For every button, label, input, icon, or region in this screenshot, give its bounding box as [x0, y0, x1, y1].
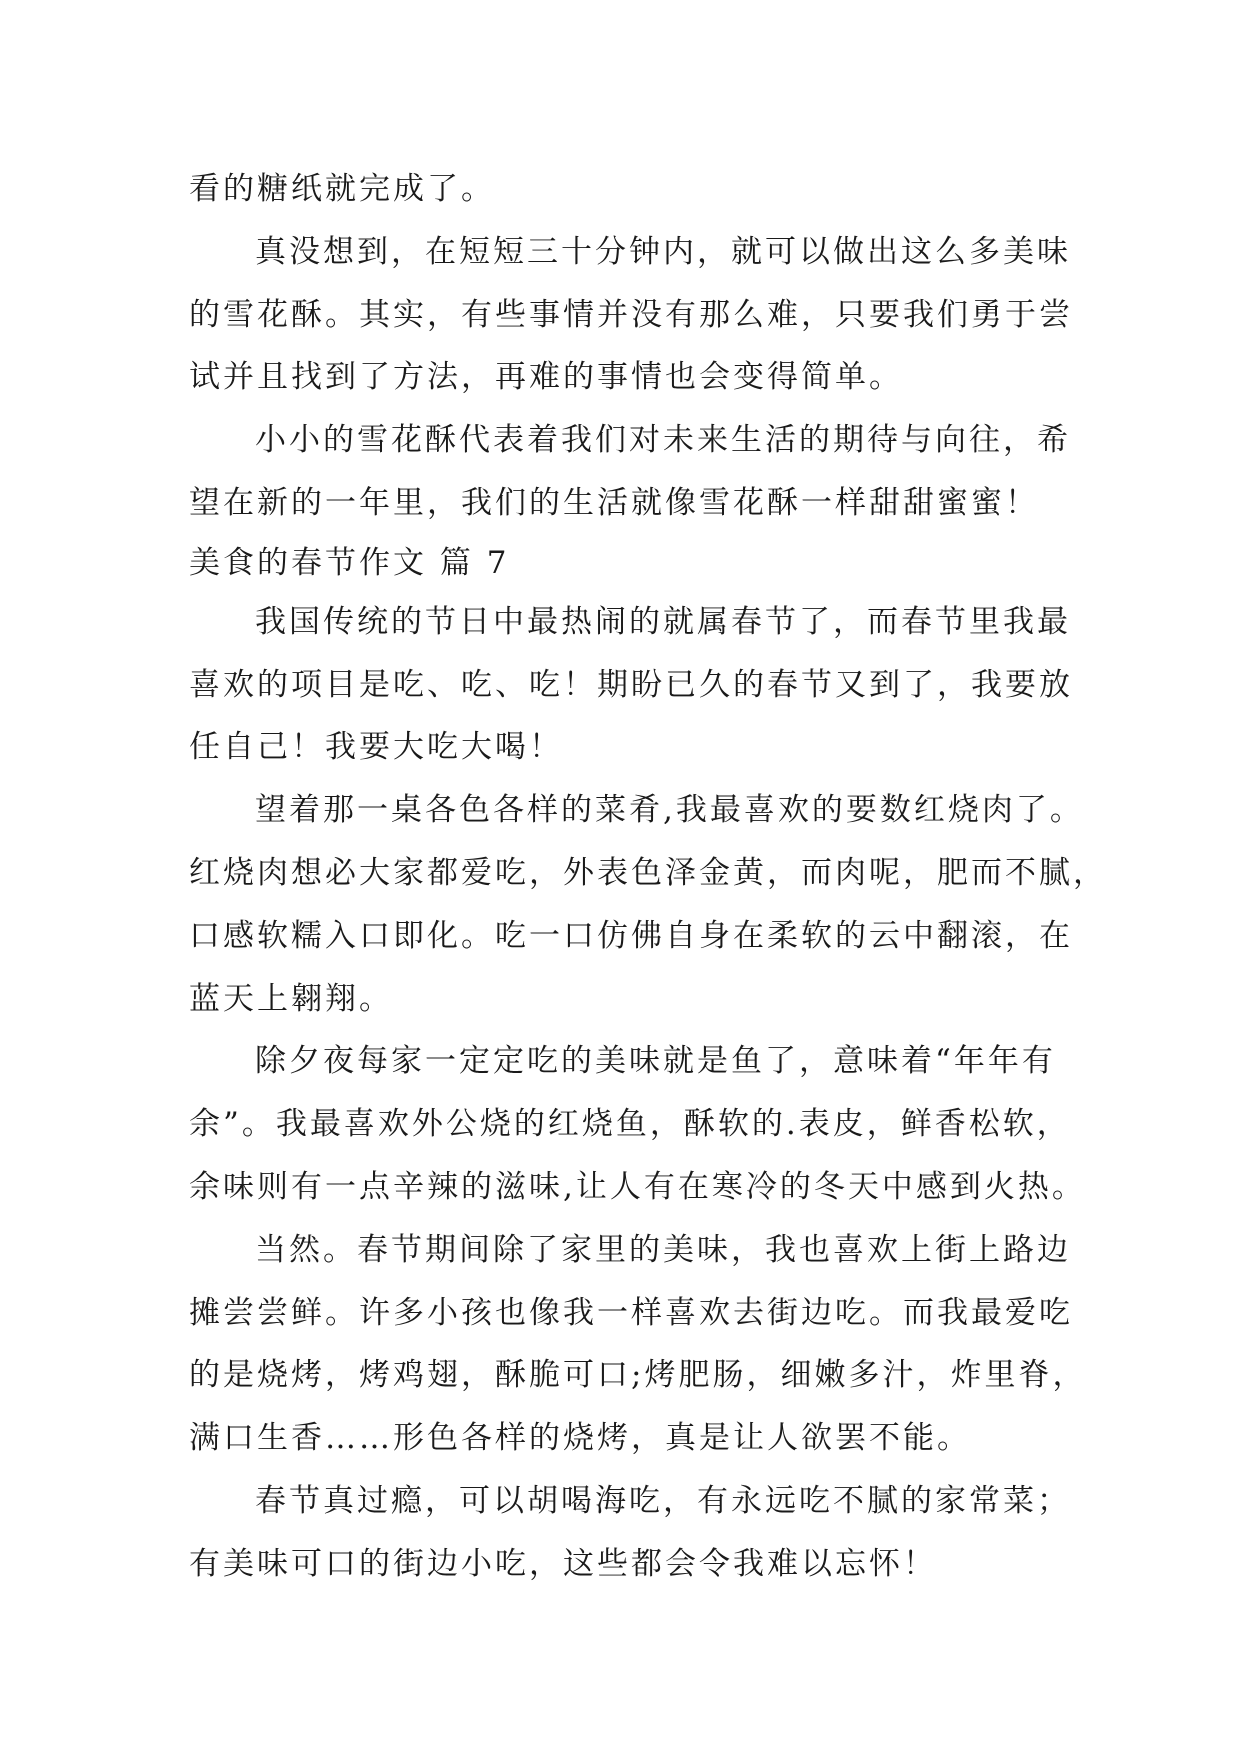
paragraph-line: 小小的雪花酥代表着我们对未来生活的期待与向往，希 [255, 422, 1071, 459]
paragraph [189, 1470, 1071, 1596]
paragraph [189, 158, 1049, 221]
paragraph-line: 我国传统的节日中最热闹的就属春节了，而春节里我最 [255, 603, 1071, 640]
paragraph-line: 摊尝尝鲜。许多小孩也像我一样喜欢去街边吃。而我最爱吃 [189, 1294, 1073, 1331]
paragraph-line: 的是烧烤，烤鸡翅，酥脆可口;烤肥肠，细嫩多汁，炸里脊， [189, 1357, 1087, 1394]
paragraph-line: 喜欢的项目是吃、吃、吃！期盼已久的春节又到了，我要放 [189, 666, 1073, 703]
paragraph-line: 望着那一桌各色各样的菜肴,我最喜欢的要数红烧肉了。 [255, 792, 1084, 829]
paragraph-line: 蓝天上翱翔。 [189, 980, 393, 1017]
paragraph-line: 余味则有一点辛辣的滋味,让人有在寒冷的冬天中感到火热。 [189, 1168, 1086, 1205]
paragraph [189, 591, 1073, 779]
paragraph [189, 221, 1073, 409]
paragraph-line: 余”。我最喜欢外公烧的红烧鱼，酥软的.表皮，鲜香松软， [189, 1106, 1071, 1143]
paragraph [189, 409, 1071, 535]
paragraph-line: 当然。春节期间除了家里的美味，我也喜欢上街上路边 [255, 1231, 1071, 1268]
paragraph-line: 红烧肉想必大家都爱吃，外表色泽金黄，而肉呢，肥而不腻， [189, 854, 1107, 891]
paragraph-line: 口感软糯入口即化。吃一口仿佛自身在柔软的云中翻滚，在 [189, 917, 1073, 954]
paragraph-line: 任自己！我要大吃大喝！ [189, 729, 563, 766]
paragraph [189, 1030, 1086, 1218]
section-title: 美食的春节作文 篇 7 [189, 544, 510, 581]
paragraph-line: 真没想到，在短短三十分钟内，就可以做出这么多美味 [255, 233, 1071, 270]
paragraph-line: 望在新的一年里，我们的生活就像雪花酥一样甜甜蜜蜜！ [189, 484, 1039, 521]
paragraph-line: 满口生香……形色各样的烧烤，真是让人欲罢不能。 [189, 1420, 971, 1457]
document-body [189, 158, 1107, 1596]
paragraph-line: 看的糖纸就完成了。 [189, 171, 495, 207]
paragraph-line: 的雪花酥。其实，有些事情并没有那么难，只要我们勇于尝 [189, 296, 1073, 333]
paragraph-line: 除夕夜每家一定定吃的美味就是鱼了，意味着“年年有 [255, 1043, 1056, 1080]
paragraph-line: 春节真过瘾，可以胡喝海吃，有永远吃不腻的家常菜； [255, 1482, 1071, 1519]
paragraph [189, 779, 1107, 1030]
paragraph [189, 1219, 1087, 1470]
paragraph-line: 试并且找到了方法，再难的事情也会变得简单。 [189, 359, 903, 396]
paragraph-line: 有美味可口的街边小吃，这些都会令我难以忘怀！ [189, 1545, 937, 1582]
